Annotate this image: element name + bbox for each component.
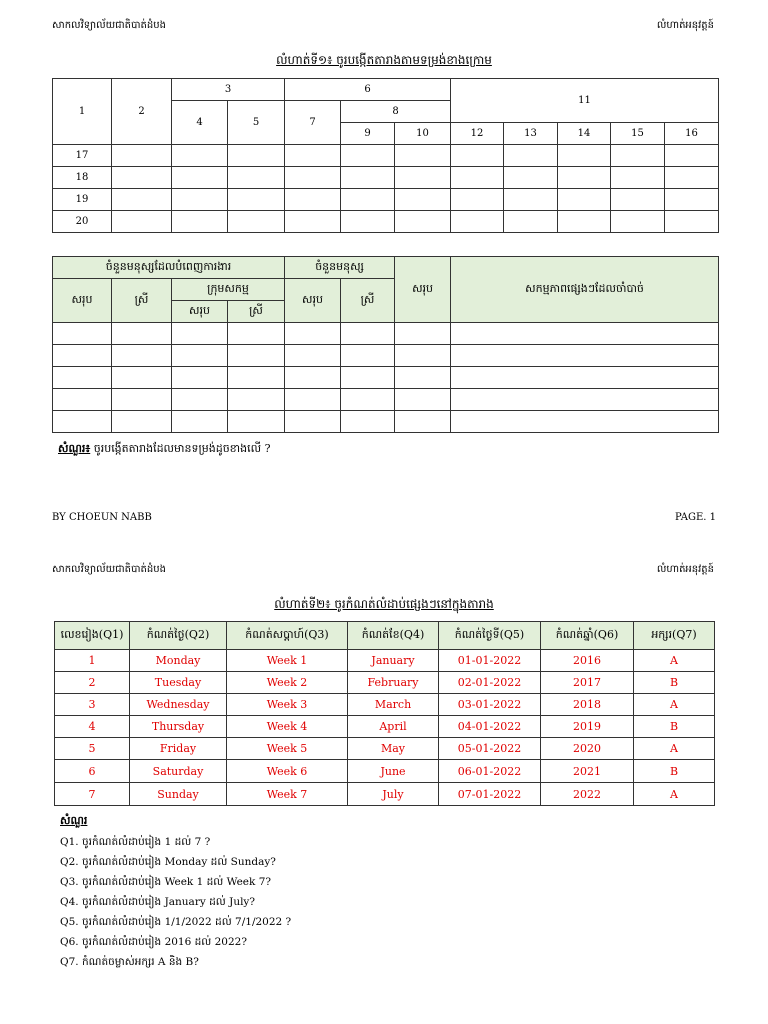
table-cell: Week 5 — [227, 738, 348, 760]
table-cell: 01-01-2022 — [439, 650, 541, 672]
table-cell: 2020 — [541, 738, 634, 760]
table-cell: 2021 — [541, 760, 634, 783]
page2-title: លំហាត់ទី២៖ ចូរកំណត់លំដាប់ផ្សេងៗនៅក្នុងតារាង — [274, 597, 494, 611]
question-q1: Q1. ចូរកំណត់លំដាប់រៀង 1 ដល់ 7 ? — [60, 836, 211, 848]
t1-row-label: 19 — [53, 189, 112, 211]
t1-h5: 5 — [228, 101, 285, 145]
table-cell: Week 7 — [227, 783, 348, 806]
table-cell: 06-01-2022 — [439, 760, 541, 783]
t1-h16: 16 — [665, 123, 719, 145]
table-row — [55, 783, 715, 806]
table3 — [54, 621, 715, 806]
table-cell: July — [348, 783, 439, 806]
table-cell: Week 3 — [227, 694, 348, 716]
table-cell: 04-01-2022 — [439, 716, 541, 738]
table-cell: June — [348, 760, 439, 783]
table-cell: February — [348, 672, 439, 694]
page2-header-left: សាកលវិទ្យាល័យជាតិបាត់ដំបង — [52, 564, 166, 575]
table-cell: 03-01-2022 — [439, 694, 541, 716]
t3-header-q4: កំណត់ខែ(Q4) — [348, 622, 439, 650]
t1-h1: 1 — [53, 79, 112, 145]
table-cell: B — [634, 672, 715, 694]
t3-header-q5: កំណត់ថ្ងៃទី(Q5) — [439, 622, 541, 650]
page2-header-right: លំហាត់អនុវត្តន៍ — [656, 564, 714, 575]
table-row — [55, 672, 715, 694]
page1-footer-left: BY CHOEUN NABB — [52, 512, 152, 523]
t1-h10: 10 — [395, 123, 451, 145]
table-cell: 7 — [55, 783, 130, 806]
table-cell: Monday — [130, 650, 227, 672]
table-cell: Sunday — [130, 783, 227, 806]
table-cell: Wednesday — [130, 694, 227, 716]
table-row — [55, 738, 715, 760]
table-cell: March — [348, 694, 439, 716]
question-q6: Q6. ចូរកំណត់លំដាប់រៀង 2016 ដល់ 2022? — [60, 936, 247, 948]
t1-row-label: 17 — [53, 145, 112, 167]
t1-h13: 13 — [504, 123, 558, 145]
t2-group2: ចំនួនមនុស្ស — [285, 257, 395, 279]
table-cell: 02-01-2022 — [439, 672, 541, 694]
questions-list — [60, 832, 291, 972]
table-cell: A — [634, 738, 715, 760]
t3-header-q1: លេខរៀង(Q1) — [55, 622, 130, 650]
table-cell: Tuesday — [130, 672, 227, 694]
question-q4: Q4. ចូរកំណត់លំដាប់រៀង January ដល់ July? — [60, 896, 255, 908]
t2-group1: ចំនួនមនុស្សដែលបំពេញការងារ — [53, 257, 285, 279]
t1-h12: 12 — [451, 123, 504, 145]
questions-label: សំណួរ — [60, 814, 88, 827]
table-cell: Friday — [130, 738, 227, 760]
t1-h3: 3 — [172, 79, 285, 101]
t1-h6: 6 — [285, 79, 451, 101]
table-row — [55, 716, 715, 738]
t1-h7: 7 — [285, 101, 341, 145]
page1-question-label: សំណួរ៖ — [58, 442, 91, 455]
page1-header-left: សាកលវិទ្យាល័យជាតិបាត់ដំបង — [52, 20, 166, 31]
page1-header-right: លំហាត់អនុវត្តន៍ — [656, 20, 714, 31]
table-cell: 2 — [55, 672, 130, 694]
page1-title: លំហាត់ទី១៖ ចូរបង្កើតតារាងតាមទម្រង់ខាងក្រោម — [276, 53, 492, 67]
table-cell: A — [634, 783, 715, 806]
t2-total-1: សរុប — [53, 279, 112, 323]
question-q7: Q7. កំណត់ចម្លាស់អក្សរ A និង B? — [60, 956, 199, 968]
table-cell: January — [348, 650, 439, 672]
table-row — [55, 694, 715, 716]
t2-team-total: សរុប — [172, 301, 228, 323]
t1-row-label: 18 — [53, 167, 112, 189]
table-cell: A — [634, 650, 715, 672]
table-row — [55, 650, 715, 672]
table2 — [52, 256, 719, 433]
t1-h8: 8 — [341, 101, 451, 123]
table-cell: Week 6 — [227, 760, 348, 783]
table-cell: Thursday — [130, 716, 227, 738]
table-cell: Week 1 — [227, 650, 348, 672]
t3-header-q7: អក្សរ(Q7) — [634, 622, 715, 650]
t2-female-2: ស្រី — [341, 279, 395, 323]
table-cell: 5 — [55, 738, 130, 760]
table-cell: 2022 — [541, 783, 634, 806]
table1 — [52, 78, 719, 233]
t2-total: សរុប — [395, 257, 451, 323]
t2-female-1: ស្រី — [112, 279, 172, 323]
table-cell: 6 — [55, 760, 130, 783]
table-cell: Week 4 — [227, 716, 348, 738]
t2-team-female: ស្រី — [228, 301, 285, 323]
question-q3: Q3. ចូរកំណត់លំដាប់រៀង Week 1 ដល់ Week 7? — [60, 876, 272, 888]
page1-question — [58, 442, 271, 458]
table-cell: 1 — [55, 650, 130, 672]
question-q5: Q5. ចូរកំណត់លំដាប់រៀង 1/1/2022 ដល់ 7/1/2022 ? — [60, 916, 292, 928]
t1-h4: 4 — [172, 101, 228, 145]
table-cell: Saturday — [130, 760, 227, 783]
question-q2: Q2. ចូរកំណត់លំដាប់រៀង Monday ដល់ Sunday? — [60, 856, 276, 868]
table-cell: 05-01-2022 — [439, 738, 541, 760]
table-cell: 2018 — [541, 694, 634, 716]
table-cell: 3 — [55, 694, 130, 716]
t2-team: ក្រុមសកម្ម — [172, 279, 285, 301]
table-cell: A — [634, 694, 715, 716]
t3-header-q3: កំណត់សប្តាហ៍(Q3) — [227, 622, 348, 650]
table-row — [55, 760, 715, 783]
table-cell: 4 — [55, 716, 130, 738]
page1-question-text: ចូរបង្កើតតារាងដែលមានទម្រង់ដូចខាងលើ ? — [93, 442, 271, 455]
t1-h14: 14 — [558, 123, 611, 145]
t1-h9: 9 — [341, 123, 395, 145]
table-cell: 2016 — [541, 650, 634, 672]
t1-h11: 11 — [451, 79, 719, 123]
table-cell: B — [634, 760, 715, 783]
table-cell: Week 2 — [227, 672, 348, 694]
table-cell: 07-01-2022 — [439, 783, 541, 806]
t1-h15: 15 — [611, 123, 665, 145]
page1-footer-right: PAGE. 1 — [674, 512, 716, 523]
table-cell: B — [634, 716, 715, 738]
t3-header-q6: កំណត់ឆ្នាំ(Q6) — [541, 622, 634, 650]
table-cell: April — [348, 716, 439, 738]
t3-header-q2: កំណត់ថ្ងៃ(Q2) — [130, 622, 227, 650]
t2-total-2: សរុប — [285, 279, 341, 323]
table-cell: 2017 — [541, 672, 634, 694]
t1-h2: 2 — [112, 79, 172, 145]
table-cell: 2019 — [541, 716, 634, 738]
t2-activities: សកម្មភាពផ្សេងៗដែលចាំបាច់ — [451, 257, 719, 323]
table-cell: May — [348, 738, 439, 760]
t1-row-label: 20 — [53, 211, 112, 233]
